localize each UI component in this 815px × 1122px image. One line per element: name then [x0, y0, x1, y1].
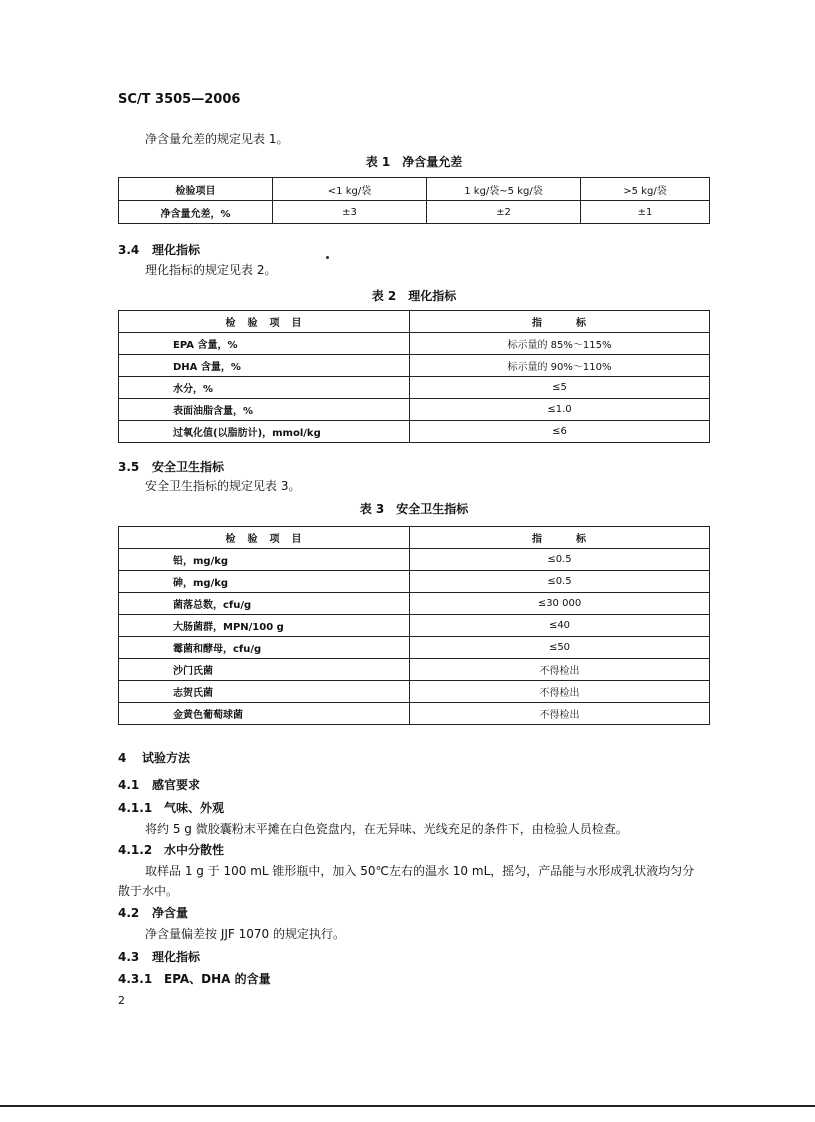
- table-cell: ≤0.5: [410, 549, 710, 571]
- section-4-1-heading: [118, 776, 200, 793]
- table-cell: 表面油脂含量，%: [119, 399, 410, 421]
- section-number: 3.5: [118, 460, 140, 474]
- section-3-4-paragraph: 理化指标的规定见表 2。: [145, 263, 277, 277]
- table-cell: 不得检出: [410, 703, 710, 725]
- table2-caption: 表 2 理化指标: [371, 289, 457, 303]
- table-row: [119, 377, 710, 399]
- table-cell: 金黄色葡萄球菌: [119, 703, 410, 725]
- section-title: 水中分散性: [164, 843, 225, 857]
- table1: [118, 177, 710, 224]
- section-3-4-heading: [118, 241, 200, 258]
- table-cell: 砷，mg/kg: [119, 571, 410, 593]
- section-4-1-2-paragraph-line-2: 散于水中。: [118, 884, 179, 898]
- table-cell: 霉菌和酵母，cfu/g: [119, 637, 410, 659]
- bottom-rule: [0, 1105, 815, 1107]
- table-cell: 沙门氏菌: [119, 659, 410, 681]
- table-row: [119, 355, 710, 377]
- table1-header-row: [119, 178, 710, 201]
- table-cell: 志贺氏菌: [119, 681, 410, 703]
- section-number: 4.1: [118, 778, 140, 792]
- section-4-2-paragraph: 净含量偏差按 JJF 1070 的规定执行。: [145, 927, 345, 941]
- table-row: [119, 681, 710, 703]
- section-4-3-heading: [118, 948, 200, 965]
- table-cell: ±3: [273, 201, 427, 224]
- section-number: 4.2: [118, 906, 140, 920]
- table2: [118, 310, 710, 443]
- section-3-5-heading: [118, 458, 224, 475]
- table-row: [119, 703, 710, 725]
- table-row: [119, 399, 710, 421]
- table-header-cell: 指 标: [410, 311, 710, 333]
- table-cell: 净含量允差，%: [119, 201, 273, 224]
- table-header-cell: 1 kg/袋~5 kg/袋: [427, 178, 581, 201]
- section-title: EPA、DHA 的含量: [164, 972, 271, 986]
- section-number: 3.4: [118, 243, 140, 257]
- section-3-5-paragraph: 安全卫生指标的规定见表 3。: [145, 479, 301, 493]
- table-header-cell: >5 kg/袋: [581, 178, 710, 201]
- section-4-2-heading: [118, 904, 188, 921]
- section-4-1-1-paragraph: 将约 5 g 微胶囊粉末平摊在白色瓷盘内，在无异味、光线充足的条件下，由检验人员检查。: [145, 822, 628, 836]
- table-cell: 不得检出: [410, 681, 710, 703]
- table-cell: ≤40: [410, 615, 710, 637]
- section-number: 4.1.2: [118, 843, 153, 857]
- table-cell: DHA 含量，%: [119, 355, 410, 377]
- table-row: [119, 637, 710, 659]
- table-row: [119, 615, 710, 637]
- table-cell: ≤5: [410, 377, 710, 399]
- table-cell: 铅，mg/kg: [119, 549, 410, 571]
- table-row: [119, 659, 710, 681]
- table-header-cell: <1 kg/袋: [273, 178, 427, 201]
- table-cell: 菌落总数，cfu/g: [119, 593, 410, 615]
- table-row: [119, 593, 710, 615]
- table-cell: ±1: [581, 201, 710, 224]
- table-row: [119, 333, 710, 355]
- table-cell: ≤30 000: [410, 593, 710, 615]
- section-title: 理化指标: [152, 243, 201, 257]
- section-number: 4.3: [118, 950, 140, 964]
- table-cell: 大肠菌群，MPN/100 g: [119, 615, 410, 637]
- table-cell: 标示量的 90%～110%: [410, 355, 710, 377]
- table-header-cell: 指 标: [410, 527, 710, 549]
- table-row: [119, 421, 710, 443]
- section-4-heading: [118, 749, 190, 766]
- table-cell: ±2: [427, 201, 581, 224]
- table-cell: EPA 含量，%: [119, 333, 410, 355]
- table-cell: ≤0.5: [410, 571, 710, 593]
- section-4-1-2-paragraph-line-1: 取样品 1 g 于 100 mL 锥形瓶中，加入 50℃左右的温水 10 mL，摇匀，产品能与水形成乳状液均匀分: [145, 864, 695, 878]
- section-number: 4.1.1: [118, 801, 153, 815]
- intro-paragraph: 净含量允差的规定见表 1。: [145, 132, 289, 146]
- table3-caption: 表 3 安全卫生指标: [359, 502, 469, 516]
- table2-header-row: [119, 311, 710, 333]
- section-title: 理化指标: [152, 950, 201, 964]
- table3: [118, 526, 710, 725]
- section-number: 4.3.1: [118, 972, 153, 986]
- section-4-1-1-heading: [118, 799, 224, 816]
- table1-caption: 表 1 净含量允差: [365, 155, 463, 169]
- section-number: 4: [118, 751, 127, 765]
- section-4-1-2-heading: [118, 841, 224, 858]
- scan-speck: [326, 256, 329, 259]
- table-cell: 水分，%: [119, 377, 410, 399]
- section-title: 试验方法: [142, 751, 191, 765]
- table-cell: 过氧化值(以脂肪计)，mmol/kg: [119, 421, 410, 443]
- section-title: 安全卫生指标: [152, 460, 225, 474]
- table-cell: ≤6: [410, 421, 710, 443]
- section-title: 气味、外观: [164, 801, 225, 815]
- table-cell: ≤50: [410, 637, 710, 659]
- table-header-cell: 检 验 项 目: [119, 527, 410, 549]
- table-row: [119, 201, 710, 224]
- page-number: 2: [118, 994, 125, 1007]
- table-cell: ≤1.0: [410, 399, 710, 421]
- section-title: 净含量: [152, 906, 189, 920]
- table-cell: 标示量的 85%～115%: [410, 333, 710, 355]
- table-row: [119, 549, 710, 571]
- table-row: [119, 571, 710, 593]
- table-cell: 不得检出: [410, 659, 710, 681]
- section-4-3-1-heading: [118, 970, 271, 987]
- table-header-cell: 检验项目: [119, 178, 273, 201]
- table3-header-row: [119, 527, 710, 549]
- table-header-cell: 检 验 项 目: [119, 311, 410, 333]
- section-title: 感官要求: [152, 778, 201, 792]
- document-code: SC/T 3505—2006: [118, 92, 241, 107]
